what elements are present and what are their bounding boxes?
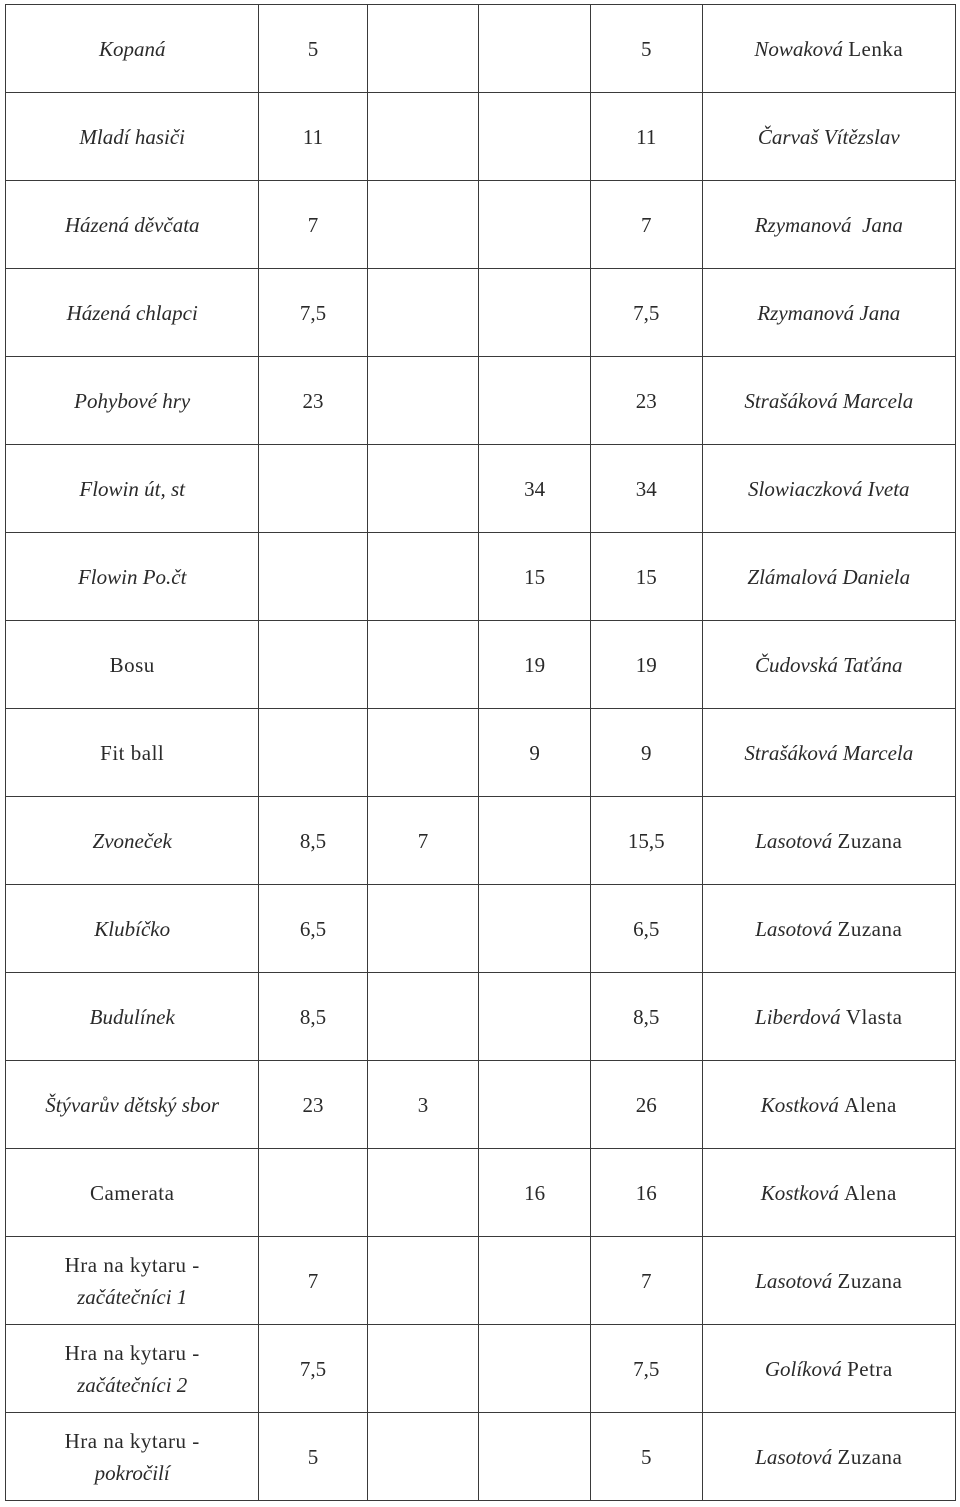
table-row [6, 445, 956, 533]
leader-name: Strašáková Marcela [702, 357, 955, 445]
activity-name: Hra na kytaru - začátečníci 2 [6, 1325, 259, 1413]
activity-name: Fit ball [6, 709, 259, 797]
count-col2 [367, 181, 479, 269]
count-col3 [479, 5, 591, 93]
count-col1: 23 [259, 357, 367, 445]
count-col1: 7,5 [259, 1325, 367, 1413]
leader-name: Rzymanová Jana [702, 269, 955, 357]
count-col1: 11 [259, 93, 367, 181]
count-col1: 5 [259, 5, 367, 93]
activity-name: Camerata [6, 1149, 259, 1237]
table-row [6, 797, 956, 885]
count-col1: 7 [259, 1237, 367, 1325]
total-cell: 7,5 [590, 1325, 702, 1413]
table-row [6, 621, 956, 709]
leader-name: Čarvaš Vítězslav [702, 93, 955, 181]
count-col3: 15 [479, 533, 591, 621]
count-col3 [479, 269, 591, 357]
leader-name: Čudovská Taťána [702, 621, 955, 709]
activity-name: Flowin Po.čt [6, 533, 259, 621]
table-row [6, 709, 956, 797]
count-col1 [259, 445, 367, 533]
leader-name: Slowiaczková Iveta [702, 445, 955, 533]
count-col2: 7 [367, 797, 479, 885]
count-col1 [259, 621, 367, 709]
total-cell: 7,5 [590, 269, 702, 357]
leader-name: Lasotová Zuzana [702, 885, 955, 973]
table-row [6, 533, 956, 621]
count-col2 [367, 973, 479, 1061]
table-row [6, 1061, 956, 1149]
total-cell: 34 [590, 445, 702, 533]
total-cell: 9 [590, 709, 702, 797]
activity-name: Štývarův dětský sbor [6, 1061, 259, 1149]
leader-name: Liberdová Vlasta [702, 973, 955, 1061]
total-cell: 23 [590, 357, 702, 445]
count-col3: 34 [479, 445, 591, 533]
activity-name: Klubíčko [6, 885, 259, 973]
total-cell: 15,5 [590, 797, 702, 885]
activity-name: Flowin út, st [6, 445, 259, 533]
count-col3 [479, 973, 591, 1061]
table-row [6, 5, 956, 93]
count-col3 [479, 1325, 591, 1413]
leader-name: Golíková Petra [702, 1325, 955, 1413]
count-col3 [479, 93, 591, 181]
total-cell: 15 [590, 533, 702, 621]
count-col1: 7,5 [259, 269, 367, 357]
activity-name: Kopaná [6, 5, 259, 93]
count-col3 [479, 1413, 591, 1501]
count-col3 [479, 181, 591, 269]
count-col3: 9 [479, 709, 591, 797]
count-col2 [367, 5, 479, 93]
count-col1 [259, 709, 367, 797]
count-col1: 23 [259, 1061, 367, 1149]
table-row [6, 1149, 956, 1237]
table-row [6, 973, 956, 1061]
count-col2 [367, 709, 479, 797]
count-col2 [367, 1413, 479, 1501]
count-col2 [367, 885, 479, 973]
activities-table [5, 4, 956, 1501]
total-cell: 7 [590, 1237, 702, 1325]
table-row [6, 1237, 956, 1325]
activity-name: Házená děvčata [6, 181, 259, 269]
leader-name: Lasotová Zuzana [702, 797, 955, 885]
count-col2 [367, 269, 479, 357]
count-col2 [367, 533, 479, 621]
count-col3 [479, 797, 591, 885]
leader-name: Zlámalová Daniela [702, 533, 955, 621]
count-col2 [367, 1149, 479, 1237]
count-col3: 19 [479, 621, 591, 709]
count-col2 [367, 357, 479, 445]
activity-name: Zvoneček [6, 797, 259, 885]
total-cell: 6,5 [590, 885, 702, 973]
count-col1: 8,5 [259, 797, 367, 885]
table-row [6, 181, 956, 269]
total-cell: 5 [590, 1413, 702, 1501]
activity-name: Mladí hasiči [6, 93, 259, 181]
leader-name: Strašáková Marcela [702, 709, 955, 797]
count-col1: 8,5 [259, 973, 367, 1061]
total-cell: 7 [590, 181, 702, 269]
activity-name: Bosu [6, 621, 259, 709]
activity-name: Hra na kytaru - začátečníci 1 [6, 1237, 259, 1325]
activity-name: Budulínek [6, 973, 259, 1061]
count-col3 [479, 357, 591, 445]
count-col2: 3 [367, 1061, 479, 1149]
table-row [6, 269, 956, 357]
count-col1 [259, 1149, 367, 1237]
total-cell: 5 [590, 5, 702, 93]
activity-name: Pohybové hry [6, 357, 259, 445]
leader-name: Rzymanová Jana [702, 181, 955, 269]
count-col1: 7 [259, 181, 367, 269]
leader-name: Lasotová Zuzana [702, 1413, 955, 1501]
total-cell: 8,5 [590, 973, 702, 1061]
count-col3 [479, 1237, 591, 1325]
count-col3: 16 [479, 1149, 591, 1237]
count-col1 [259, 533, 367, 621]
leader-name: Nowaková Lenka [702, 5, 955, 93]
count-col2 [367, 1237, 479, 1325]
count-col2 [367, 621, 479, 709]
count-col3 [479, 885, 591, 973]
table-row [6, 357, 956, 445]
table-row [6, 93, 956, 181]
total-cell: 19 [590, 621, 702, 709]
total-cell: 11 [590, 93, 702, 181]
count-col2 [367, 1325, 479, 1413]
leader-name: Kostková Alena [702, 1149, 955, 1237]
count-col2 [367, 445, 479, 533]
table-row [6, 1413, 956, 1501]
table-row [6, 885, 956, 973]
count-col1: 6,5 [259, 885, 367, 973]
table-row [6, 1325, 956, 1413]
leader-name: Lasotová Zuzana [702, 1237, 955, 1325]
leader-name: Kostková Alena [702, 1061, 955, 1149]
activity-name: Házená chlapci [6, 269, 259, 357]
total-cell: 16 [590, 1149, 702, 1237]
count-col2 [367, 93, 479, 181]
total-cell: 26 [590, 1061, 702, 1149]
activity-name: Hra na kytaru - pokročilí [6, 1413, 259, 1501]
count-col1: 5 [259, 1413, 367, 1501]
count-col3 [479, 1061, 591, 1149]
